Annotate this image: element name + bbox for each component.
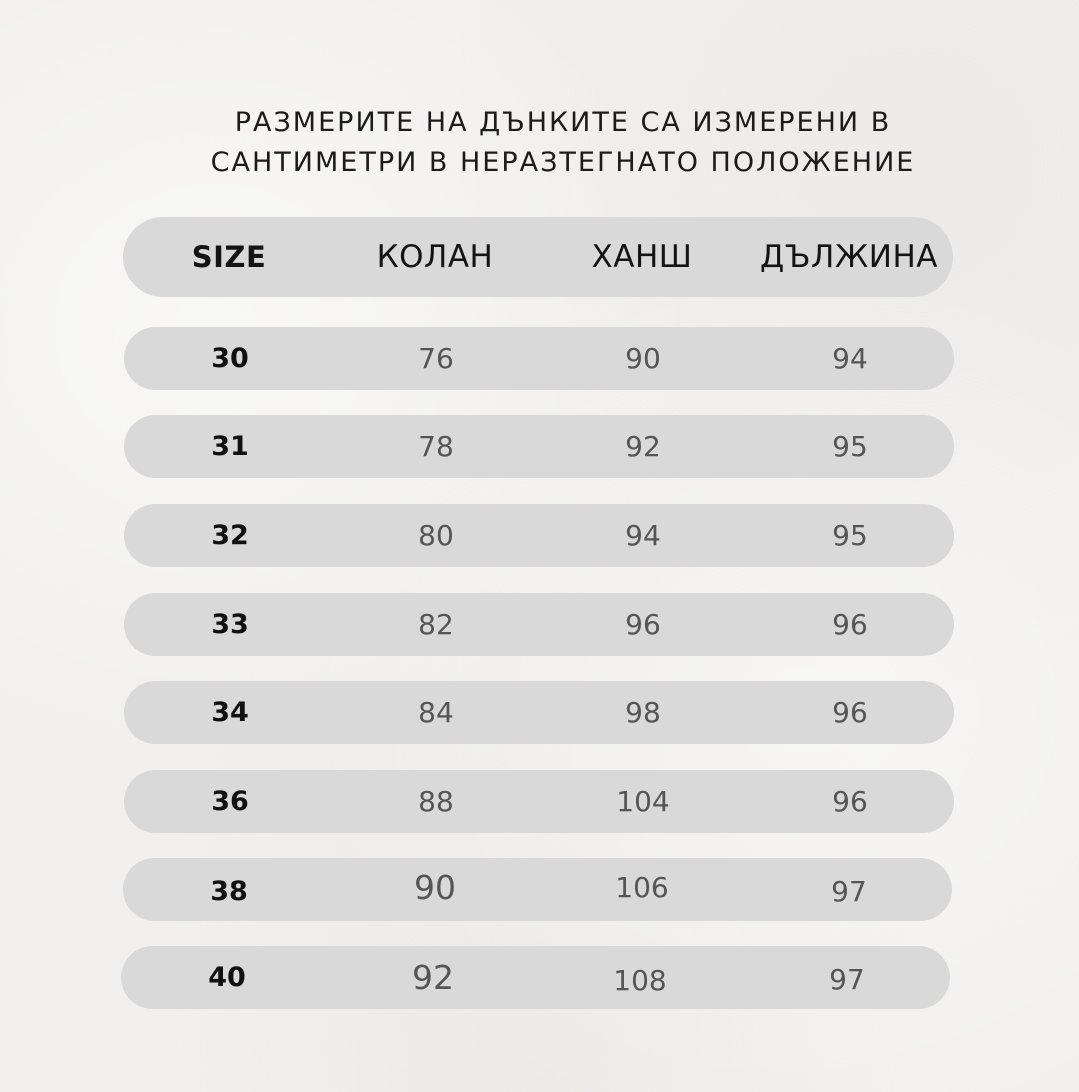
waist-cell: 80 — [418, 519, 454, 552]
table-header-row — [123, 217, 953, 297]
waist-cell: 76 — [418, 342, 454, 375]
title-line-1: РАЗМЕРИТЕ НА ДЪНКИТЕ СА ИЗМЕРЕНИ В — [234, 107, 892, 138]
header-waist: КОЛАН — [376, 239, 494, 275]
hips-cell: 96 — [625, 608, 661, 641]
size-cell: 34 — [211, 697, 249, 728]
table-row — [123, 858, 952, 921]
header-hips: ХАНШ — [591, 239, 693, 275]
hips-cell: 106 — [615, 871, 669, 904]
size-cell: 40 — [208, 962, 246, 993]
table-row — [124, 770, 954, 833]
size-cell: 31 — [211, 431, 249, 462]
table-row — [124, 504, 954, 567]
table-row — [124, 415, 954, 478]
size-cell: 30 — [211, 343, 249, 374]
hips-cell: 98 — [625, 696, 661, 729]
size-cell: 33 — [211, 609, 249, 640]
hips-cell: 94 — [625, 519, 661, 552]
hips-cell: 108 — [613, 964, 667, 997]
waist-cell: 84 — [418, 696, 454, 729]
table-row — [121, 946, 950, 1009]
size-cell: 38 — [210, 876, 248, 907]
length-cell: 95 — [832, 519, 868, 552]
length-cell: 97 — [831, 875, 867, 908]
waist-cell: 88 — [418, 785, 454, 818]
waist-cell: 82 — [418, 608, 454, 641]
table-row — [124, 681, 954, 744]
length-cell: 96 — [832, 608, 868, 641]
length-cell: 95 — [832, 430, 868, 463]
table-row — [124, 593, 954, 656]
table-row — [124, 327, 954, 390]
waist-cell: 78 — [418, 430, 454, 463]
hips-cell: 90 — [625, 342, 661, 375]
length-cell: 94 — [832, 342, 868, 375]
waist-cell: 92 — [412, 958, 454, 997]
hips-cell: 92 — [625, 430, 661, 463]
length-cell: 97 — [829, 963, 865, 996]
title-line-2: САНТИМЕТРИ В НЕРАЗТЕГНАТО ПОЛОЖЕНИЕ — [210, 147, 916, 178]
length-cell: 96 — [832, 696, 868, 729]
header-size: SIZE — [191, 240, 267, 274]
size-cell: 36 — [211, 786, 249, 817]
size-cell: 32 — [211, 520, 249, 551]
header-length: ДЪЛЖИНА — [760, 239, 938, 275]
length-cell: 96 — [832, 785, 868, 818]
waist-cell: 90 — [414, 868, 456, 907]
hips-cell: 104 — [616, 785, 670, 818]
